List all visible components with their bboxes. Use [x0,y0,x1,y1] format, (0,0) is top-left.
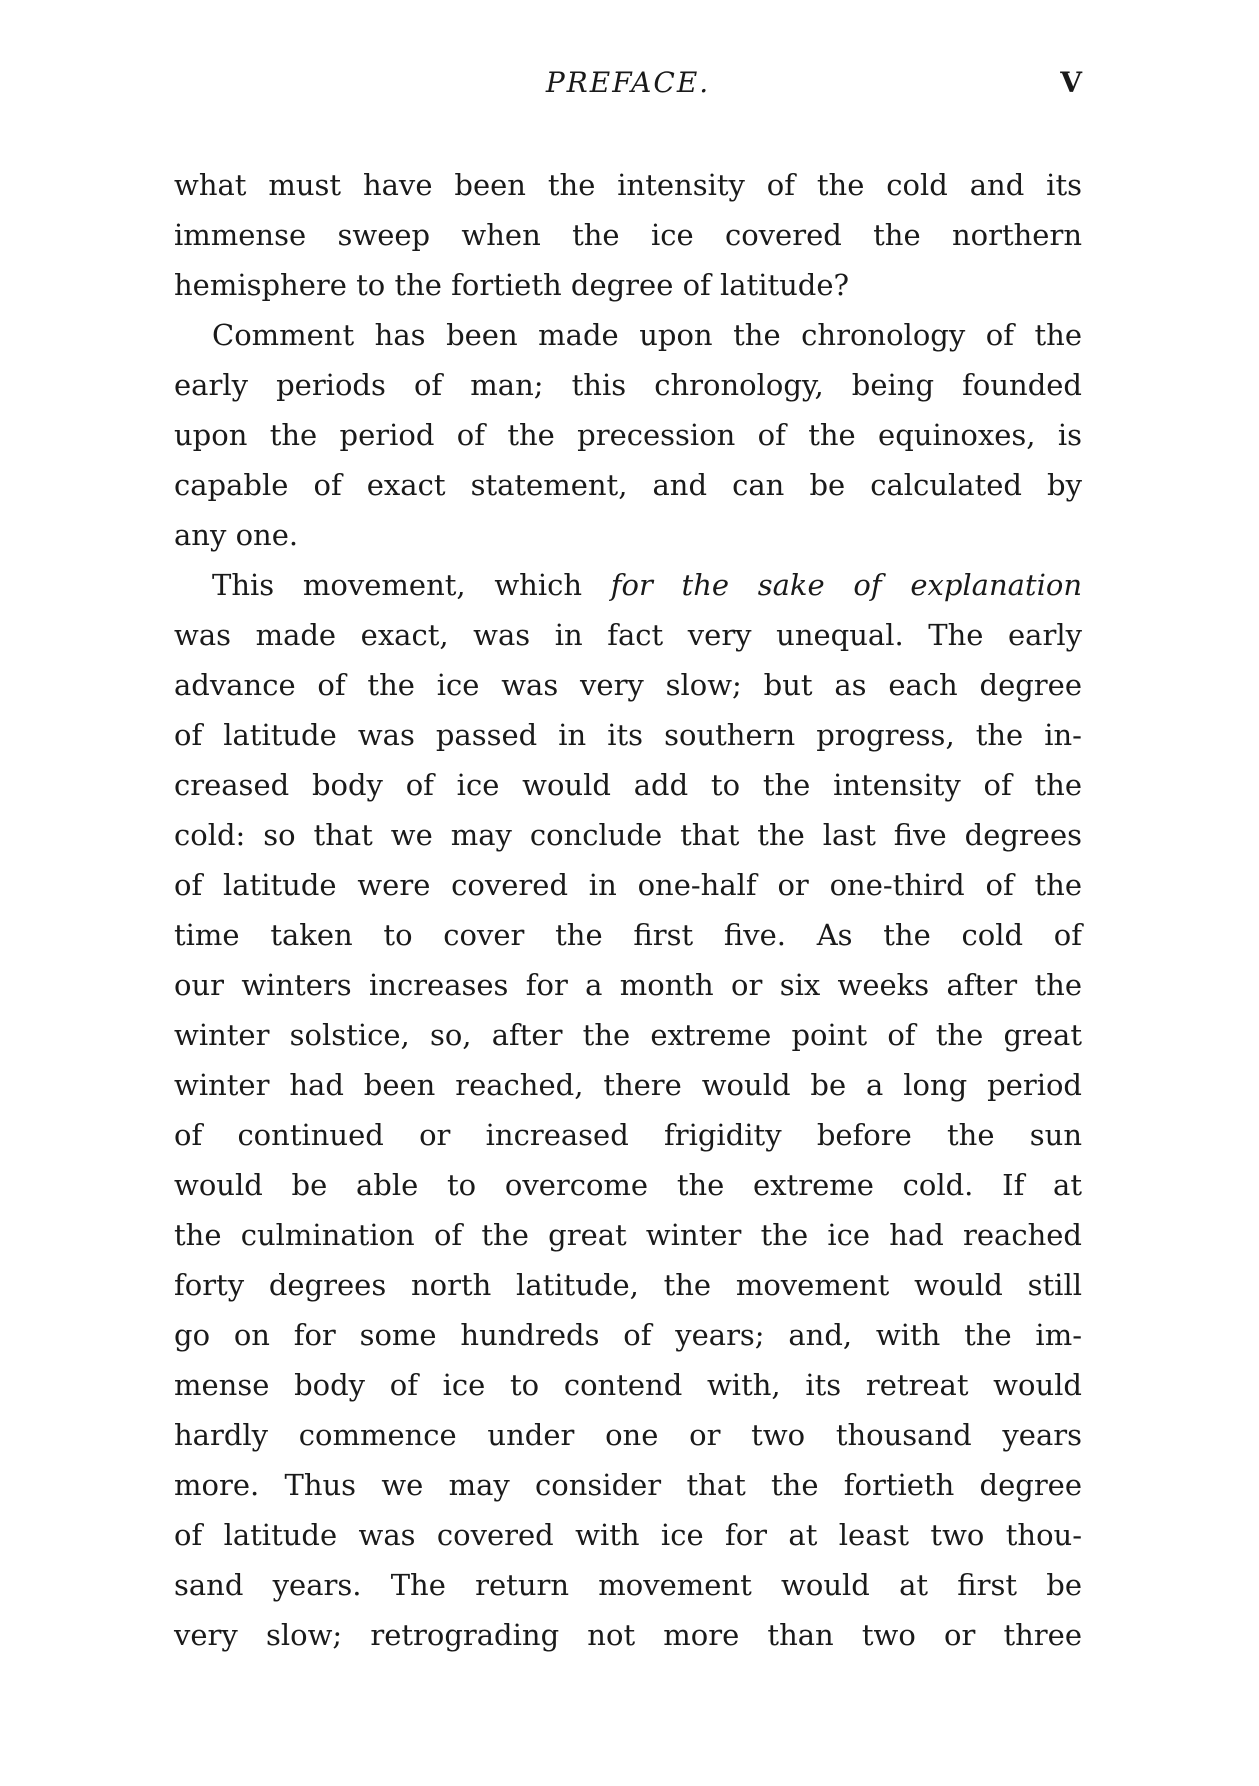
text-line: would be able to overcome the extreme cold. If at [174,1168,1082,1202]
text-line: capable of exact statement, and can be calculated by [174,468,1082,502]
text-line: of latitude was covered with ice for at least two thou- [174,1518,1082,1552]
text-line: what must have been the intensity of the cold and its [174,168,1082,202]
text-line: our winters increases for a month or six weeks after the [174,968,1082,1002]
text-line: time taken to cover the first five. As the cold of [174,918,1082,952]
text-line: forty degrees north latitude, the movement would still [174,1268,1082,1302]
text-line: of latitude was passed in its southern progress, the in- [174,718,1082,752]
text-line: winter solstice, so, after the extreme point of the great [174,1018,1082,1052]
text-line: very slow; retrograding not more than two or three [174,1618,1082,1652]
text-line: sand years. The return movement would at first be [174,1568,1082,1602]
text-line: of latitude were covered in one-half or one-third of the [174,868,1082,902]
running-head [174,66,1082,116]
text-line: early periods of man; this chronology, being founded [174,368,1082,402]
italic-phrase: for the sake of explanation [610,568,1082,602]
text-line: immense sweep when the ice covered the northern [174,218,1082,252]
text-line: hardly commence under one or two thousand years [174,1418,1082,1452]
text-line: mense body of ice to contend with, its retreat would [174,1368,1082,1402]
text-line: go on for some hundreds of years; and, with the im- [174,1318,1082,1352]
text-line: winter had been reached, there would be a long period [174,1068,1082,1102]
text-run: This movement, which [212,568,611,602]
text-line: advance of the ice was very slow; but as each degree [174,668,1082,702]
text-line: upon the period of the precession of the equinoxes, is [174,418,1082,452]
text-line: more. Thus we may consider that the fortieth degree [174,1468,1082,1502]
paragraph-first-line [174,560,1082,610]
text-line: of continued or increased frigidity before the sun [174,1118,1082,1152]
text-line: any one. [174,518,299,552]
text-line: cold: so that we may conclude that the last five degrees [174,818,1082,852]
body-text [174,160,1082,1660]
paragraph-first-line: Comment has been made upon the chronology of the [212,318,1082,352]
text-line: the culmination of the great winter the ice had reached [174,1218,1082,1252]
text-line: hemisphere to the fortieth degree of latitude? [174,268,850,302]
page-number: V [1060,66,1082,99]
text-line: creased body of ice would add to the intensity of the [174,768,1082,802]
running-title: PREFACE. [545,66,711,99]
text-line: was made exact, was in fact very unequal. The early [174,618,1082,652]
